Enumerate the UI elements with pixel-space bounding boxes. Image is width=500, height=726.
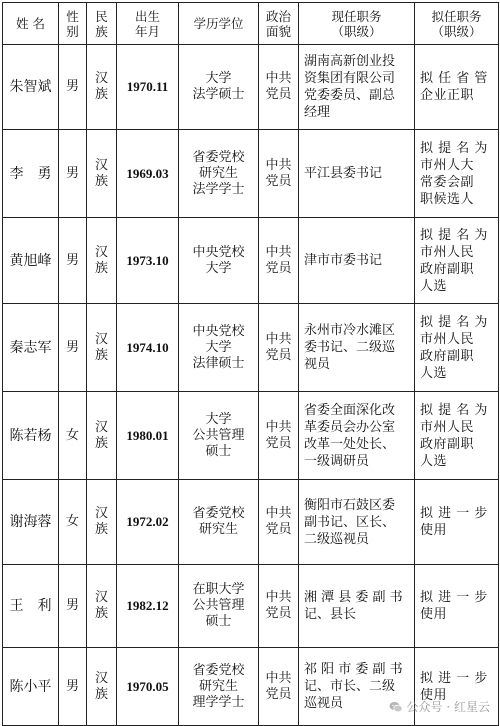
cell-current-position: 省委全面深化改 革委员会办公室 改革一处处长、 一级调研员: [299, 392, 415, 480]
cell-proposed-position: 拟 提 名 为 市州人民 政府副职 人选: [415, 218, 499, 304]
cell-gender: 女: [59, 392, 87, 480]
cell-political: 中共 党员: [259, 304, 299, 392]
cell-education: 中央党校 大学: [179, 218, 259, 304]
table-row: [3, 392, 499, 480]
cell-current-position: 津市市委书记: [299, 218, 415, 304]
cell-political: 中共 党员: [259, 565, 299, 648]
table-body: [3, 45, 499, 726]
cell-proposed-position: 拟 进 一 步 使用: [415, 565, 499, 648]
table-row: [3, 130, 499, 218]
header-gender: 性 别: [59, 3, 87, 45]
cell-ethnicity: 汉 族: [87, 130, 117, 218]
cell-proposed-position: 拟 进 一 步 使用: [415, 648, 499, 726]
cell-gender: 男: [59, 304, 87, 392]
cell-name: 陈若杨: [3, 392, 59, 480]
cell-name: 陈小平: [3, 648, 59, 726]
cell-education: 中央党校 大学 法律硕士: [179, 304, 259, 392]
cell-ethnicity: 汉 族: [87, 648, 117, 726]
cell-birth: 1969.03: [117, 130, 179, 218]
cell-name: 黄旭峰: [3, 218, 59, 304]
cell-current-position: 平江县委书记: [299, 130, 415, 218]
cell-current-position: 衡阳市石鼓区委 副书记、区长、 二级巡视员: [299, 480, 415, 565]
table-row: [3, 218, 499, 304]
cell-gender: 男: [59, 565, 87, 648]
header-proposed-position: 拟任职务 （职级）: [415, 3, 499, 45]
cell-proposed-position: 拟 提 名 为 市州人民 政府副职 人选: [415, 392, 499, 480]
cell-current-position: 祁 阳 市 委 副 书 记、市长、二级 巡视员: [299, 648, 415, 726]
header-ethnicity: 民 族: [87, 3, 117, 45]
cell-ethnicity: 汉 族: [87, 304, 117, 392]
watermark-text: 公众号 · 红星云: [406, 700, 490, 714]
cell-name: 谢海蓉: [3, 480, 59, 565]
cell-ethnicity: 汉 族: [87, 392, 117, 480]
cell-proposed-position: 拟 任 省 管 企业正职: [415, 45, 499, 130]
table-row: [3, 480, 499, 565]
cell-gender: 男: [59, 130, 87, 218]
cell-education: 省委党校 研究生: [179, 480, 259, 565]
cell-ethnicity: 汉 族: [87, 480, 117, 565]
cell-ethnicity: 汉 族: [87, 218, 117, 304]
cell-ethnicity: 汉 族: [87, 565, 117, 648]
cell-birth: 1974.10: [117, 304, 179, 392]
table-row: [3, 565, 499, 648]
cell-birth: 1982.12: [117, 565, 179, 648]
cell-proposed-position: 拟 进 一 步 使用: [415, 480, 499, 565]
cell-political: 中共 党员: [259, 218, 299, 304]
cell-gender: 男: [59, 648, 87, 726]
header-education: 学历学位: [179, 3, 259, 45]
cell-birth: 1970.05: [117, 648, 179, 726]
cell-political: 中共 党员: [259, 480, 299, 565]
header-row: [3, 3, 499, 45]
cell-current-position: 湘 潭 县 委 副 书 记、县长: [299, 565, 415, 648]
cell-name: 朱智斌: [3, 45, 59, 130]
cell-current-position: 永州市冷水滩区 委书记、二级巡 视员: [299, 304, 415, 392]
cell-birth: 1973.10: [117, 218, 179, 304]
cell-political: 中共 党员: [259, 392, 299, 480]
cell-education: 省委党校 研究生 法学学士: [179, 130, 259, 218]
cell-education: 省委党校 研究生 理学学士: [179, 648, 259, 726]
header-political: 政治 面貌: [259, 3, 299, 45]
cell-gender: 男: [59, 45, 87, 130]
cell-name: 秦志军: [3, 304, 59, 392]
cell-birth: 1980.01: [117, 392, 179, 480]
cell-gender: 女: [59, 480, 87, 565]
header-name: 姓 名: [3, 3, 59, 45]
cell-ethnicity: 汉 族: [87, 45, 117, 130]
header-current-position: 现任职务 （职级）: [299, 3, 415, 45]
cell-name: 王 利: [3, 565, 59, 648]
cell-proposed-position: 拟 提 名 为 市州人大 常委会副 职候选人: [415, 130, 499, 218]
watermark: [389, 698, 490, 715]
wechat-icon: [389, 700, 403, 714]
cell-education: 大学 法学硕士: [179, 45, 259, 130]
table-row: [3, 45, 499, 130]
cell-political: 中共 党员: [259, 130, 299, 218]
cell-proposed-position: 拟 提 名 为 市州人民 政府副职 人选: [415, 304, 499, 392]
cell-political: 中共 党员: [259, 648, 299, 726]
cell-education: 在职大学 公共管理 硕士: [179, 565, 259, 648]
cell-gender: 男: [59, 218, 87, 304]
cell-name: 李 勇: [3, 130, 59, 218]
cell-political: 中共 党员: [259, 45, 299, 130]
cell-education: 大学 公共管理 硕士: [179, 392, 259, 480]
officials-table: [2, 2, 499, 726]
cell-current-position: 湖南高新创业投 资集团有限公司 党委委员、副总 经理: [299, 45, 415, 130]
cell-birth: 1972.02: [117, 480, 179, 565]
table-row: [3, 304, 499, 392]
header-birth: 出生 年月: [117, 3, 179, 45]
cell-birth: 1970.11: [117, 45, 179, 130]
